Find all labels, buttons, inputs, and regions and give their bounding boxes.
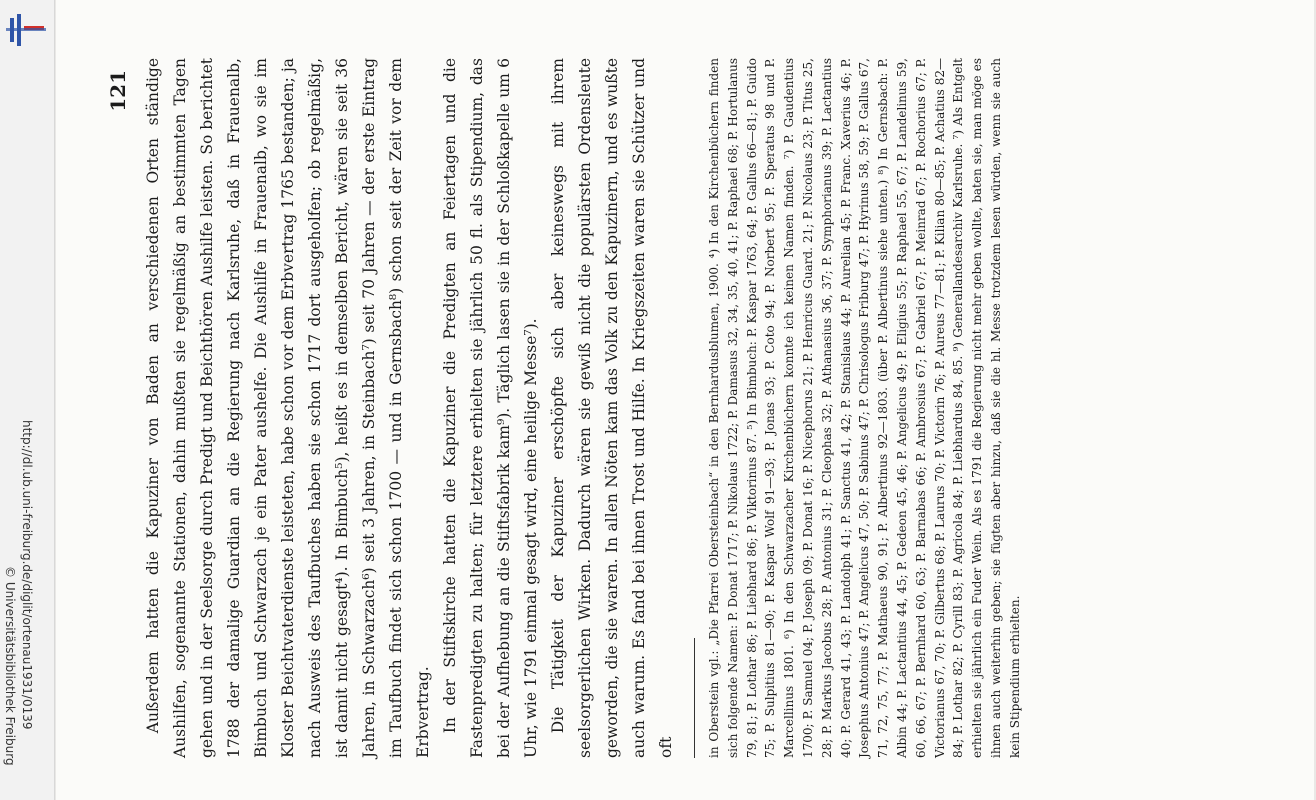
viewer-sidebar: [0, 0, 55, 800]
paragraph-2: In der Stiftskirche hatten die Kapuziner die Predigten an Feiertagen und die Fastenpredigten zu halten; für letztere erhielten sie jährlich 50 fl. als Stipendium, das bei der Aufhebung an die Stiftsfabrik kam⁹). Täglich lasen sie in der Schloßkapelle um 6 Uhr, wie 1791 einmal gesagt wird, eine heilige Messe⁷).: [441, 58, 540, 758]
footnote-divider: [694, 638, 695, 758]
paragraph-1: Außerdem hatten die Kapuziner von Baden an verschiedenen Orten ständige Aushilfen, sogenannte Stationen, dahin mußten sie regelmäßig an bestimmten Tagen gehen und in der Seelsorge durch Predigt und Beichthören Aushilfe leisten. So berichtet 1788 der damalige Guardian an die Regierung nach Karlsruhe, daß in Frauenalb, Bimbuch und Schwarzach je ein Pater aushelfe. Die Aushilfe in Frauenalb, wo sie im Kloster Beichtvaterdienste leisteten, habe schon vor dem Erbvertrag 1765 bestanden; ja nach Ausweis des Taufbuches haben sie schon 1717 dort ausgeholfen; ob regelmäßig, ist damit nicht gesagt⁴). In Bimbuch⁵), heißt es in demselben Bericht, wären sie seit 36 Jahren, in Schwarzach⁶) seit 3 Jahren, in Steinbach⁷) seit 70 Jahren — der erste Eintrag im Taufbuch findet sich schon 1700 — und in Gernsbach⁸) schon seit der Zeit vor dem Erbvertrag.: [144, 58, 432, 758]
library-logo-icon: [6, 12, 46, 48]
copyright-credit: © Universitätsbibliothek Freiburg: [3, 566, 17, 766]
page-text-block: [106, 58, 1025, 758]
source-url-credit[interactable]: http://dl.ub.uni-freiburg.de/diglit/ortenau1931/0139: [20, 420, 34, 730]
paragraph-3: Die Tätigkeit der Kapuziner erschöpfte sich aber keineswegs mit ihrem seelsorgerlichen Wirken. Dadurch wären sie gewiß nicht die populärsten Ordensleute geworden, die sie waren. In allen Nöten kam das Volk zu den Kapuzinern, und es wußte auch warum. Es fand bei ihnen Trost und Hilfe. In Kriegszeiten waren sie Schützer und oft: [549, 58, 675, 758]
page-number: 121: [106, 70, 130, 112]
scanned-page: [56, 0, 1314, 800]
footnotes: in Oberstein vgl.: „Die Pfarrei Obersteinbach“ in den Bernhardusblumen, 1900. ⁴) In den Kirchenbüchern finden sich folgende Namen: P. Donat 1717; P. Nikolaus 1722; P. Damasus 32, 34, 35, 40, 41; P. Raphael 68; P. Hortulanus 79, 81; P. Lothar 86; P. Liebhard 86; P. Viktorinus 87. ⁵) In Bimbuch: P. Kaspar 1763, 64; P. Gallus 66—81; P. Guido 75; P. Sulpitius 81—90; P. Kaspar Wolf 91—93; P. Jonas 93; P. Coto 94; P. Norbert 95; P. Speratus 98 und P. Marcellinus 1801. ⁶) In den Schwarzacher Kirchenbüchern konnte ich keinen Namen finden. ⁷) P. Gaudentius 1700; P. Samuel 04; P. Joseph 09; P. Donat 16; P. Nicephorus 21; P. Henricus Guard. 21; P. Nicolaus 23; P. Titus 25, 28; P. Markus Jacobus 28; P. Antonius 31; P. Cleophas 32; P. Athanasius 36, 37; P. Symphorianus 39; P. Lactantius 40; P. Gerard 41, 43; P. Landolph 41; P. Sanctus 41, 42; P. Stanislaus 44; P. Aurelian 45; P. Franc. Xaverius 46; P. Josephus Antonius 47; P. Angelicus 47, 50; P. Sabinus 47; P. Chrisologus Friburg 47; P. Hyrinus 58, 59; P. Gallus 67, 71, 72, 75, 77; P. Mathaeus 90, 91; P. Albertinus 92—1803. (über P. Albertinus siehe unten.) ⁸) In Gernsbach: P. Albin 44; P. Lactantius 44, 45; P. Gedeon 45, 46; P. Angelicus 49; P. Eligius 55; P. Raphael 55, 67; P. Landelinus 59, 60, 66, 67; P. Bernhard 60, 63; P. Barnabas 66; P. Ambrosius 67; P. Gabriel 67; P. Meinrad 67; P. Rochorius 67; P. Victorianus 67, 70; P. Gilbertus 68; P. Laurus 70; P. Victorin 76; P. Aureus 77—81; P. Kilian 80—85; P. Achatius 82—84; P. Lothar 82; P. Cyrill 83; P. Agricola 84; P. Liebhardus 84, 85. ⁹) Generallandesarchiv Karlsruhe. ⁷) Als Entgelt erhielten sie jährlich ein Fuder Wein. Als es 1791 die Regierung nicht mehr geben wollte, baten sie, man möge es ihnen auch weiterhin geben; sie fügten aber hinzu, daß sie die hl. Messe trotzdem lesen würden, wenn sie auch kein Stipendium erhielten.: [707, 58, 1022, 758]
